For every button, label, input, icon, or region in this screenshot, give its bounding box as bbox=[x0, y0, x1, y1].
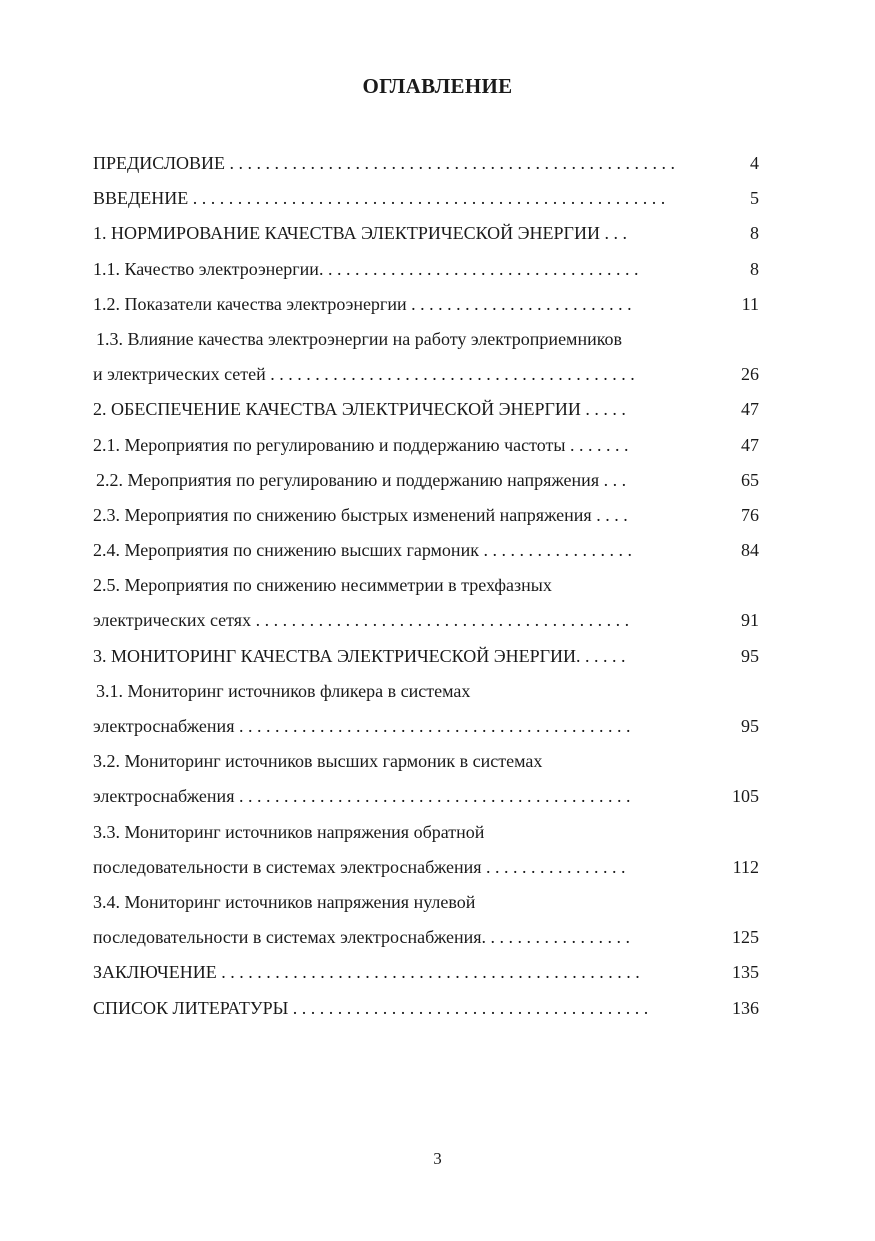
toc-entry-text: электрических сетях . . . . . . . . . . . . . . . . . . . . . . . . . . . . . . . . . . . . . . . . . . bbox=[93, 610, 630, 631]
toc-entry-page: 125 bbox=[732, 927, 759, 948]
toc-entry-3-2-cont[interactable] bbox=[93, 783, 759, 818]
toc-entry-page: 84 bbox=[741, 540, 759, 561]
toc-entry-3-3-cont[interactable] bbox=[93, 854, 759, 889]
toc-entry-page: 136 bbox=[732, 997, 759, 1018]
toc-entry-2-5-cont[interactable] bbox=[93, 607, 759, 642]
toc-entry-text: 3.3. Мониторинг источников напряжения обратной bbox=[93, 821, 485, 842]
page-title: ОГЛАВЛЕНИЕ bbox=[362, 74, 513, 98]
toc-entry-text: 3.4. Мониторинг источников напряжения нулевой bbox=[93, 891, 476, 912]
toc-entry-page: 95 bbox=[741, 645, 759, 666]
toc-entry-page: 8 bbox=[750, 223, 759, 244]
toc-entry-2-3[interactable] bbox=[93, 502, 759, 537]
toc-entry-text: 2.5. Мероприятия по снижению несимметрии в трехфазных bbox=[93, 575, 552, 596]
toc-entry-text: и электрических сетей . . . . . . . . . . . . . . . . . . . . . . . . . . . . . . . . . . . . . . . . . bbox=[93, 364, 635, 385]
toc-entry-references[interactable] bbox=[93, 995, 759, 1030]
toc-entry-page: 112 bbox=[732, 856, 759, 877]
toc-entry-text: 2.2. Мероприятия по регулированию и поддержанию напряжения . . . bbox=[96, 469, 627, 490]
toc-entry-3-3[interactable] bbox=[93, 819, 759, 854]
toc-entry-chapter-2[interactable] bbox=[93, 396, 759, 431]
toc-entry-text: СПИСОК ЛИТЕРАТУРЫ . . . . . . . . . . . . . . . . . . . . . . . . . . . . . . . . . . . . . . . . bbox=[93, 997, 649, 1018]
toc-entry-page: 8 bbox=[750, 258, 759, 279]
toc-entry-text: 1. НОРМИРОВАНИЕ КАЧЕСТВА ЭЛЕКТРИЧЕСКОЙ ЭНЕРГИИ . . . bbox=[93, 223, 627, 244]
page-number: 3 bbox=[433, 1149, 442, 1168]
toc-entry-3-4-cont[interactable] bbox=[93, 924, 759, 959]
toc-entry-3-1[interactable] bbox=[93, 678, 759, 713]
toc-entry-page: 135 bbox=[732, 962, 759, 983]
toc-entry-page: 65 bbox=[741, 469, 759, 490]
toc-entry-text: 3.1. Мониторинг источников фликера в системах bbox=[96, 680, 471, 701]
toc-entry-text: ЗАКЛЮЧЕНИЕ . . . . . . . . . . . . . . . . . . . . . . . . . . . . . . . . . . . . . . . . . . . . . . . bbox=[93, 962, 640, 983]
toc-entry-page: 4 bbox=[750, 153, 759, 173]
toc-entry-introduction[interactable] bbox=[93, 185, 759, 220]
toc-entry-page: 47 bbox=[741, 434, 759, 455]
toc-entry-page: 76 bbox=[741, 504, 759, 525]
toc-entry-text: 2. ОБЕСПЕЧЕНИЕ КАЧЕСТВА ЭЛЕКТРИЧЕСКОЙ ЭНЕРГИИ . . . . . bbox=[93, 399, 626, 420]
toc-entry-text: последовательности в системах электроснабжения . . . . . . . . . . . . . . . . bbox=[93, 856, 626, 877]
toc-entry-conclusion[interactable] bbox=[93, 959, 759, 994]
toc-entry-text: электроснабжения . . . . . . . . . . . . . . . . . . . . . . . . . . . . . . . . . . . . . . . . . . . . bbox=[93, 716, 631, 736]
toc-entry-text: 1.1. Качество электроэнергии. . . . . . . . . . . . . . . . . . . . . . . . . . . . . . . . . . . . bbox=[93, 258, 639, 279]
table-of-contents bbox=[93, 150, 759, 1030]
toc-entry-chapter-1[interactable] bbox=[93, 220, 759, 255]
toc-entry-page: 5 bbox=[750, 188, 759, 209]
toc-entry-page: 26 bbox=[741, 364, 759, 385]
toc-entry-page: 105 bbox=[732, 786, 759, 807]
toc-entry-page: 11 bbox=[741, 293, 759, 314]
toc-entry-preface[interactable] bbox=[93, 150, 759, 185]
toc-entry-3-4[interactable] bbox=[93, 889, 759, 924]
toc-entry-text: ПРЕДИСЛОВИЕ . . . . . . . . . . . . . . . . . . . . . . . . . . . . . . . . . . . . . . . . . . . . . . . . . . bbox=[93, 153, 676, 173]
toc-entry-page: 91 bbox=[741, 610, 759, 631]
toc-entry-1-3-cont[interactable] bbox=[93, 361, 759, 396]
toc-entry-text: 3.2. Мониторинг источников высших гармоник в системах bbox=[93, 751, 543, 772]
toc-entry-text: 2.1. Мероприятия по регулированию и поддержанию частоты . . . . . . . bbox=[93, 434, 629, 455]
toc-entry-1-2[interactable] bbox=[93, 291, 759, 326]
toc-entry-2-2[interactable] bbox=[93, 467, 759, 502]
toc-entry-chapter-3[interactable] bbox=[93, 643, 759, 678]
toc-entry-2-5[interactable] bbox=[93, 572, 759, 607]
toc-entry-text: ВВЕДЕНИЕ . . . . . . . . . . . . . . . . . . . . . . . . . . . . . . . . . . . . . . . . . . . . . . . . . . . . . bbox=[93, 188, 666, 209]
toc-entry-text: электроснабжения . . . . . . . . . . . . . . . . . . . . . . . . . . . . . . . . . . . . . . . . . . . . bbox=[93, 786, 631, 807]
toc-entry-page: 47 bbox=[741, 399, 759, 420]
toc-entry-page: 95 bbox=[741, 716, 759, 736]
toc-entry-1-1[interactable] bbox=[93, 256, 759, 291]
toc-entry-text: 1.2. Показатели качества электроэнергии . . . . . . . . . . . . . . . . . . . . . . . . . bbox=[93, 293, 632, 314]
toc-entry-1-3[interactable] bbox=[93, 326, 759, 361]
toc-entry-2-4[interactable] bbox=[93, 537, 759, 572]
toc-entry-3-2[interactable] bbox=[93, 748, 759, 783]
toc-entry-text: 2.3. Мероприятия по снижению быстрых изменений напряжения . . . . bbox=[93, 504, 628, 525]
toc-entry-3-1-cont[interactable] bbox=[93, 713, 759, 748]
toc-entry-text: 1.3. Влияние качества электроэнергии на работу электроприемников bbox=[96, 328, 623, 349]
toc-entry-text: 2.4. Мероприятия по снижению высших гармоник . . . . . . . . . . . . . . . . . bbox=[93, 540, 632, 561]
toc-entry-text: последовательности в системах электроснабжения. . . . . . . . . . . . . . . . . bbox=[93, 927, 631, 948]
toc-entry-text: 3. МОНИТОРИНГ КАЧЕСТВА ЭЛЕКТРИЧЕСКОЙ ЭНЕРГИИ. . . . . . bbox=[93, 645, 626, 666]
toc-entry-2-1[interactable] bbox=[93, 432, 759, 467]
